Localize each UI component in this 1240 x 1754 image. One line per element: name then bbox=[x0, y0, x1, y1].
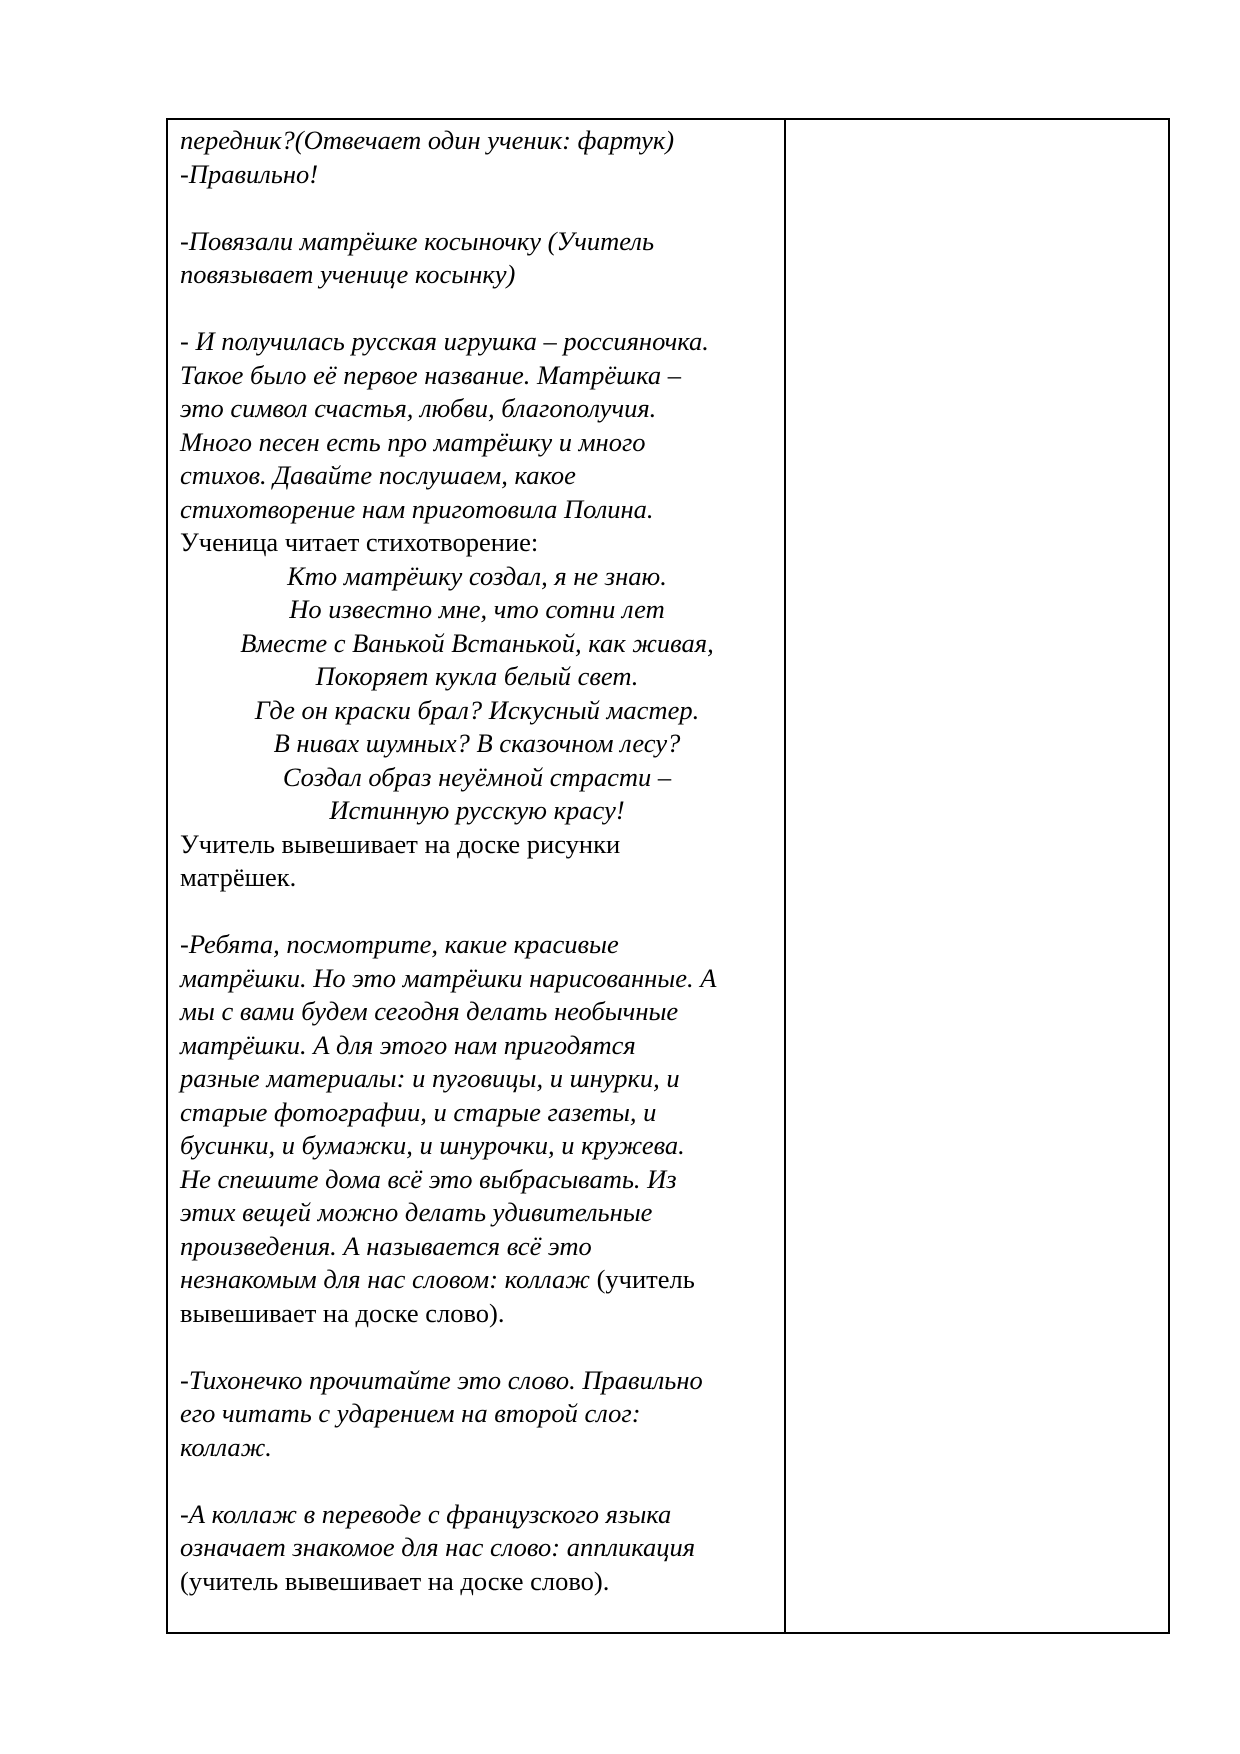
paragraph-collage-intro bbox=[180, 928, 774, 1330]
collage-word-line: незнакомым для нас словом: коллаж bbox=[180, 1264, 590, 1294]
text-line: бусинки, и бумажки, и шнурочки, и кружева. bbox=[180, 1130, 685, 1160]
poem-line: Создал образ неуёмной страсти – bbox=[282, 761, 672, 792]
paragraph-stress bbox=[180, 1364, 774, 1465]
stage-direction: (учитель bbox=[589, 1264, 695, 1294]
text-line: это символ счастья, любви, благополучия. bbox=[180, 393, 657, 423]
text-line: Такое было её первое название. Матрёшка – bbox=[180, 359, 681, 390]
text-line: матрёшки. Но это матрёшки нарисованные. А bbox=[180, 962, 717, 993]
stage-direction: вывешивает на доске слово). bbox=[180, 1297, 505, 1328]
text-line: его читать с ударением на второй слог: bbox=[180, 1398, 641, 1428]
stage-direction: Учитель вывешивает на доске рисунки bbox=[180, 828, 621, 859]
notes-cell bbox=[786, 120, 1168, 1632]
text-line: означает знакомое для нас слово: аппликация bbox=[180, 1532, 696, 1562]
text-line: -Тихонечко прочитайте это слово. Правильно bbox=[180, 1364, 703, 1395]
text-line: -Повязали матрёшке косыночку (Учитель bbox=[180, 225, 655, 256]
stage-direction: матрёшек. bbox=[180, 862, 297, 892]
text-line: -Ребята, посмотрите, какие красивые bbox=[180, 929, 619, 959]
lesson-content-cell bbox=[168, 120, 786, 1632]
paragraph-apron bbox=[180, 124, 774, 191]
text-line: матрёшки. А для этого нам пригодятся bbox=[180, 1029, 636, 1060]
text-line-mixed bbox=[180, 1263, 774, 1297]
poem-line: Вместе с Ванькой Встанькой, как живая, bbox=[240, 627, 714, 658]
poem-line: Но известно мне, что сотни лет bbox=[289, 594, 665, 624]
poem-line: Где он краски брал? Искусный мастер. bbox=[254, 694, 700, 725]
text-line: Много песен есть про матрёшку и много bbox=[180, 426, 646, 457]
paragraph-teacher-hangs-drawings bbox=[180, 828, 774, 895]
text-line: мы с вами будем сегодня делать необычные bbox=[180, 996, 679, 1026]
paragraph-applique bbox=[180, 1498, 774, 1599]
poem-line: В нивах шумных? В сказочном лесу? bbox=[273, 728, 681, 758]
text-line: коллаж. bbox=[180, 1431, 272, 1462]
text-line: этих вещей можно делать удивительные bbox=[180, 1197, 653, 1227]
text-line: передник?(Отвечает один ученик: фартук) bbox=[180, 125, 675, 155]
text-line: - И получилась русская игрушка – россияночка. bbox=[180, 326, 709, 356]
poem-line: Покоряет кукла белый свет. bbox=[315, 661, 639, 691]
text-line: стихотворение нам приготовила Полина. bbox=[180, 493, 654, 524]
lesson-table bbox=[166, 118, 1170, 1634]
stage-direction: Ученица читает стихотворение: bbox=[180, 527, 539, 557]
text-line: разные материалы: и пуговицы, и шнурки, и bbox=[180, 1063, 680, 1093]
text-line: Не спешите дома всё это выбрасывать. Из bbox=[180, 1163, 677, 1194]
poem bbox=[180, 560, 774, 828]
text-line: стихов. Давайте послушаем, какое bbox=[180, 460, 576, 490]
text-line: -Правильно! bbox=[180, 158, 319, 189]
poem-line: Кто матрёшку создал, я не знаю. bbox=[287, 560, 667, 591]
paragraph-rossiyanochka bbox=[180, 325, 774, 560]
text-line: старые фотографии, и старые газеты, и bbox=[180, 1096, 657, 1127]
text-line: -А коллаж в переводе с французского языка bbox=[180, 1498, 672, 1529]
poem-line: Истинную русскую красу! bbox=[329, 795, 625, 825]
text-line: произведения. А называется всё это bbox=[180, 1230, 592, 1261]
stage-direction: (учитель вывешивает на доске слово). bbox=[180, 1565, 610, 1596]
text-line: повязывает ученице косынку) bbox=[180, 259, 516, 289]
paragraph-scarf bbox=[180, 225, 774, 292]
